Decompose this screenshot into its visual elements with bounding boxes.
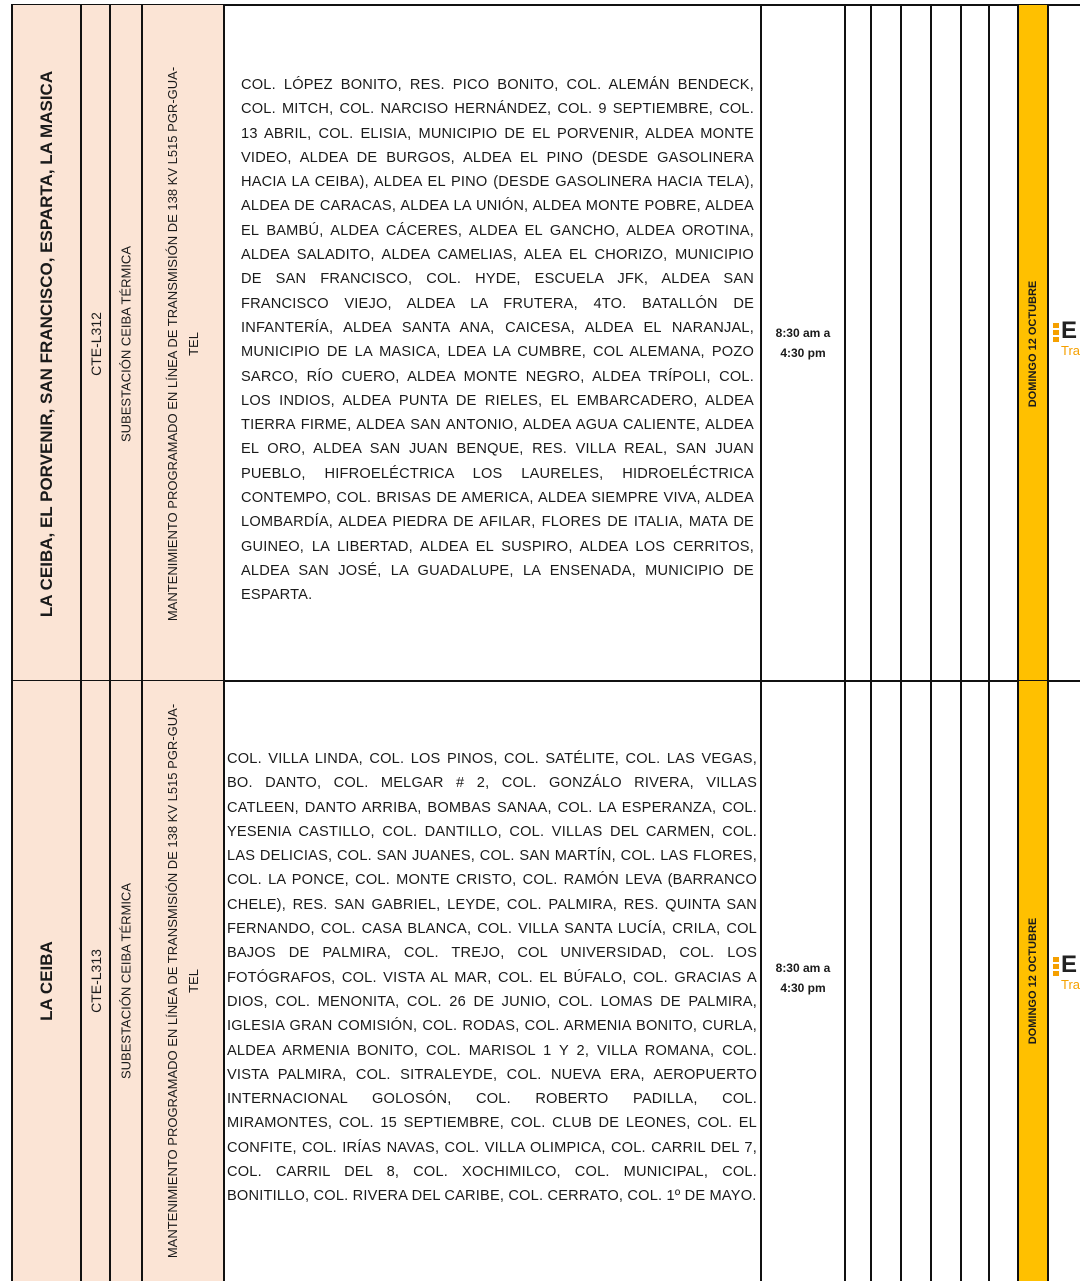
work-description: MANTENIMIENTO PROGRAMADO EN LÍNEA DE TRANSMISIÓN DE 138 KV L515 PGR-GUA-TEL	[165, 66, 201, 621]
zone-cell	[11, 5, 82, 682]
empty-cell	[902, 681, 932, 1281]
work-description: MANTENIMIENTO PROGRAMADO EN LÍNEA DE TRANSMISIÓN DE 138 KV L515 PGR-GUA-TEL	[165, 703, 201, 1259]
zone-cell	[11, 681, 82, 1281]
zone-name: LA CEIBA, EL PORVENIR, SAN FRANCISCO, ESPARTA, LA MASICA	[36, 70, 56, 617]
table-row	[0, 5, 1080, 682]
logo-bars-icon	[1053, 957, 1059, 977]
time-range	[762, 323, 844, 363]
logo-subtext: Tra	[1061, 977, 1080, 992]
empty-cell	[932, 681, 962, 1281]
outage-date: DOMINGO 12 OCTUBRE	[1027, 917, 1039, 1045]
affected-sectors: COL. VILLA LINDA, COL. LOS PINOS, COL. SATÉLITE, COL. LAS VEGAS, BO. DANTO, COL. MELGAR # 2, COL. GONZÁLO RIVERA, VILLAS CATLEEN, DANTO ARRIBA, BOMBAS SANAA, COL. LA ESPERANZA, COL. YESENIA CASTILLO, COL. DANTILLO, COL. VILLAS DEL CARMEN, COL. LAS DELICIAS, COL. SAN JUANES, COL. SAN MARTÍN, COL. LAS FLORES, COL. LA PONCE, COL. MONTE CRISTO, COL. RAMÓN LEVA (BARRANCO CHELE), RES. SAN GABRIEL, LEYDE, COL. PALMIRA, RES. QUINTA SAN FERNANDO, COL. CASA BLANCA, COL. VILLA SANTA LUCÍA, CRILA, COL BAJOS DE PALMIRA, COL. TREJO, COL UNIVERSIDAD, COL. LOS FOTÓGRAFOS, COL. VISTA AL MAR, COL. EL BÚFALO, COL. GRACIAS A DIOS, COL. MENONITA, COL. 26 DE JUNIO, COL. LOMAS DE PALMIRA, IGLESIA GRAN COMISIÓN, COL. RODAS, COL. ARMENIA BONITO, CURLA, ALDEA ARMENIA BONITO, COL. MARISOL 1 Y 2, VILLA ROMANA, COL. VISTA PALMIRA, COL. SITRALEYDE, COL. NUEVA ERA, AEROPUERTO INTERNACIONAL GOLOSÓN, COL. ROBERTO PADILLA, COL. MIRAMONTES, COL. 15 SEPTIEMBRE, COL. CLUB DE LEONES, COL. EL CONFITE, COL. IRÍAS NAVAS, COL. VILLA OLIMPICA, COL. CARRIL DEL 7, COL. CARRIL DEL 8, COL. XOCHIMILCO, COL. MUNICIPAL, COL. BONITILLO, COL. RIVERA DEL CARIBE, COL. CERRATO, COL. 1º DE MAYO.	[227, 751, 757, 1205]
time-end: 4:30 pm	[780, 346, 826, 360]
time-cell	[762, 5, 846, 682]
empty-cell	[990, 681, 1019, 1281]
logo-mark: E	[1061, 317, 1078, 344]
empty-cell	[962, 5, 990, 682]
description-cell	[143, 681, 225, 1281]
description-cell	[143, 5, 225, 682]
logo-cell	[1049, 681, 1080, 1281]
circuit-cell	[82, 681, 111, 1281]
time-start: 8:30 am a	[775, 326, 831, 340]
circuit-code: CTE-L313	[87, 949, 104, 1013]
sectors-cell	[225, 5, 762, 682]
outage-date: DOMINGO 12 OCTUBRE	[1027, 280, 1039, 407]
empty-cell	[872, 681, 902, 1281]
time-end: 4:30 pm	[780, 981, 826, 995]
date-cell	[1019, 681, 1049, 1281]
circuit-code: CTE-L312	[87, 311, 104, 376]
empty-cell	[872, 5, 902, 682]
affected-sectors: COL. LÓPEZ BONITO, RES. PICO BONITO, COL. ALEMÁN BENDECK, COL. MITCH, COL. NARCISO HERNÁNDEZ, COL. 9 SEPTIEMBRE, COL. 13 ABRIL, COL. ELISIA, MUNICIPIO DE EL PORVENIR, ALDEA MONTE VIDEO, ALDEA DE BURGOS, ALDEA EL PINO (DESDE GASOLINERA HACIA LA CEIBA), ALDEA EL PINO (DESDE GASOLINERA HACIA TELA), ALDEA DE CARACAS, ALDEA LA UNIÓN, ALDEA MONTE POBRE, ALDEA EL BAMBÚ, ALDEA CÁCERES, ALDEA EL GANCHO, ALDEA OROTINA, ALDEA SALADITO, ALDEA CAMELIAS, ALEA EL CHORIZO, MUNICIPIO DE SAN FRANCISCO, COL. HYDE, ESCUELA JFK, ALDEA SAN FRANCISCO VIEJO, ALDEA LA FRUTERA, 4TO. BATALLÓN DE INFANTERÍA, ALDEA SANTA ANA, CAICESA, ALDEA EL NARANJAL, MUNICIPIO DE LA MASICA, LDEA LA CUMBRE, COL ALEMANA, POZO SARCO, RÍO CUERO, ALDEA MONTE NEGRO, ALDEA TRÍPOLI, COL. LOS INDIOS, ALDEA PUNTA DE RIELES, EL EMBARCADERO, ALDEA TIERRA FIRME, ALDEA SAN ANTONIO, ALDEA AGUA CALIENTE, ALDEA EL ORO, ALDEA SAN JUAN BENQUE, RES. VILLA REAL, SAN JUAN PUEBLO, HIFROELÉCTRICA LOS LAURELES, HIDROELÉCTRICA CONTEMPO, COL. BRISAS DE AMERICA, ALDEA SIEMPRE VIVA, ALDEA LOMBARDÍA, ALDEA PIEDRA DE AFILAR, FLORES DE ITALIA, MATA DE GUINEO, LA LIBERTAD, ALDEA EL SUSPIRO, ALDEA LOS CERRITOS, ALDEA SAN JOSÉ, LA GUADALUPE, LA ENSENADA, MUNICIPIO DE ESPARTA.	[241, 77, 754, 604]
empty-cell	[846, 5, 872, 682]
time-range	[762, 958, 844, 998]
date-cell	[1019, 5, 1049, 682]
empty-cell	[932, 5, 962, 682]
logo-bars-icon	[1053, 323, 1059, 343]
empty-cell	[962, 681, 990, 1281]
substation-name: SUBESTACIÓN CEIBA TÉRMICA	[118, 245, 134, 442]
zone-name: LA CEIBA	[36, 941, 56, 1021]
sectors-cell	[225, 681, 762, 1281]
empty-cell	[990, 5, 1019, 682]
substation-cell	[111, 5, 143, 682]
circuit-cell	[82, 5, 111, 682]
empty-cell	[902, 5, 932, 682]
logo-subtext: Tra	[1061, 343, 1080, 358]
time-cell	[762, 681, 846, 1281]
substation-name: SUBESTACIÓN CEIBA TÉRMICA	[118, 882, 134, 1080]
logo-cell	[1049, 5, 1080, 682]
empty-cell	[846, 681, 872, 1281]
substation-cell	[111, 681, 143, 1281]
table-row	[0, 681, 1080, 1281]
time-start: 8:30 am a	[775, 961, 831, 975]
logo-mark: E	[1061, 951, 1078, 978]
